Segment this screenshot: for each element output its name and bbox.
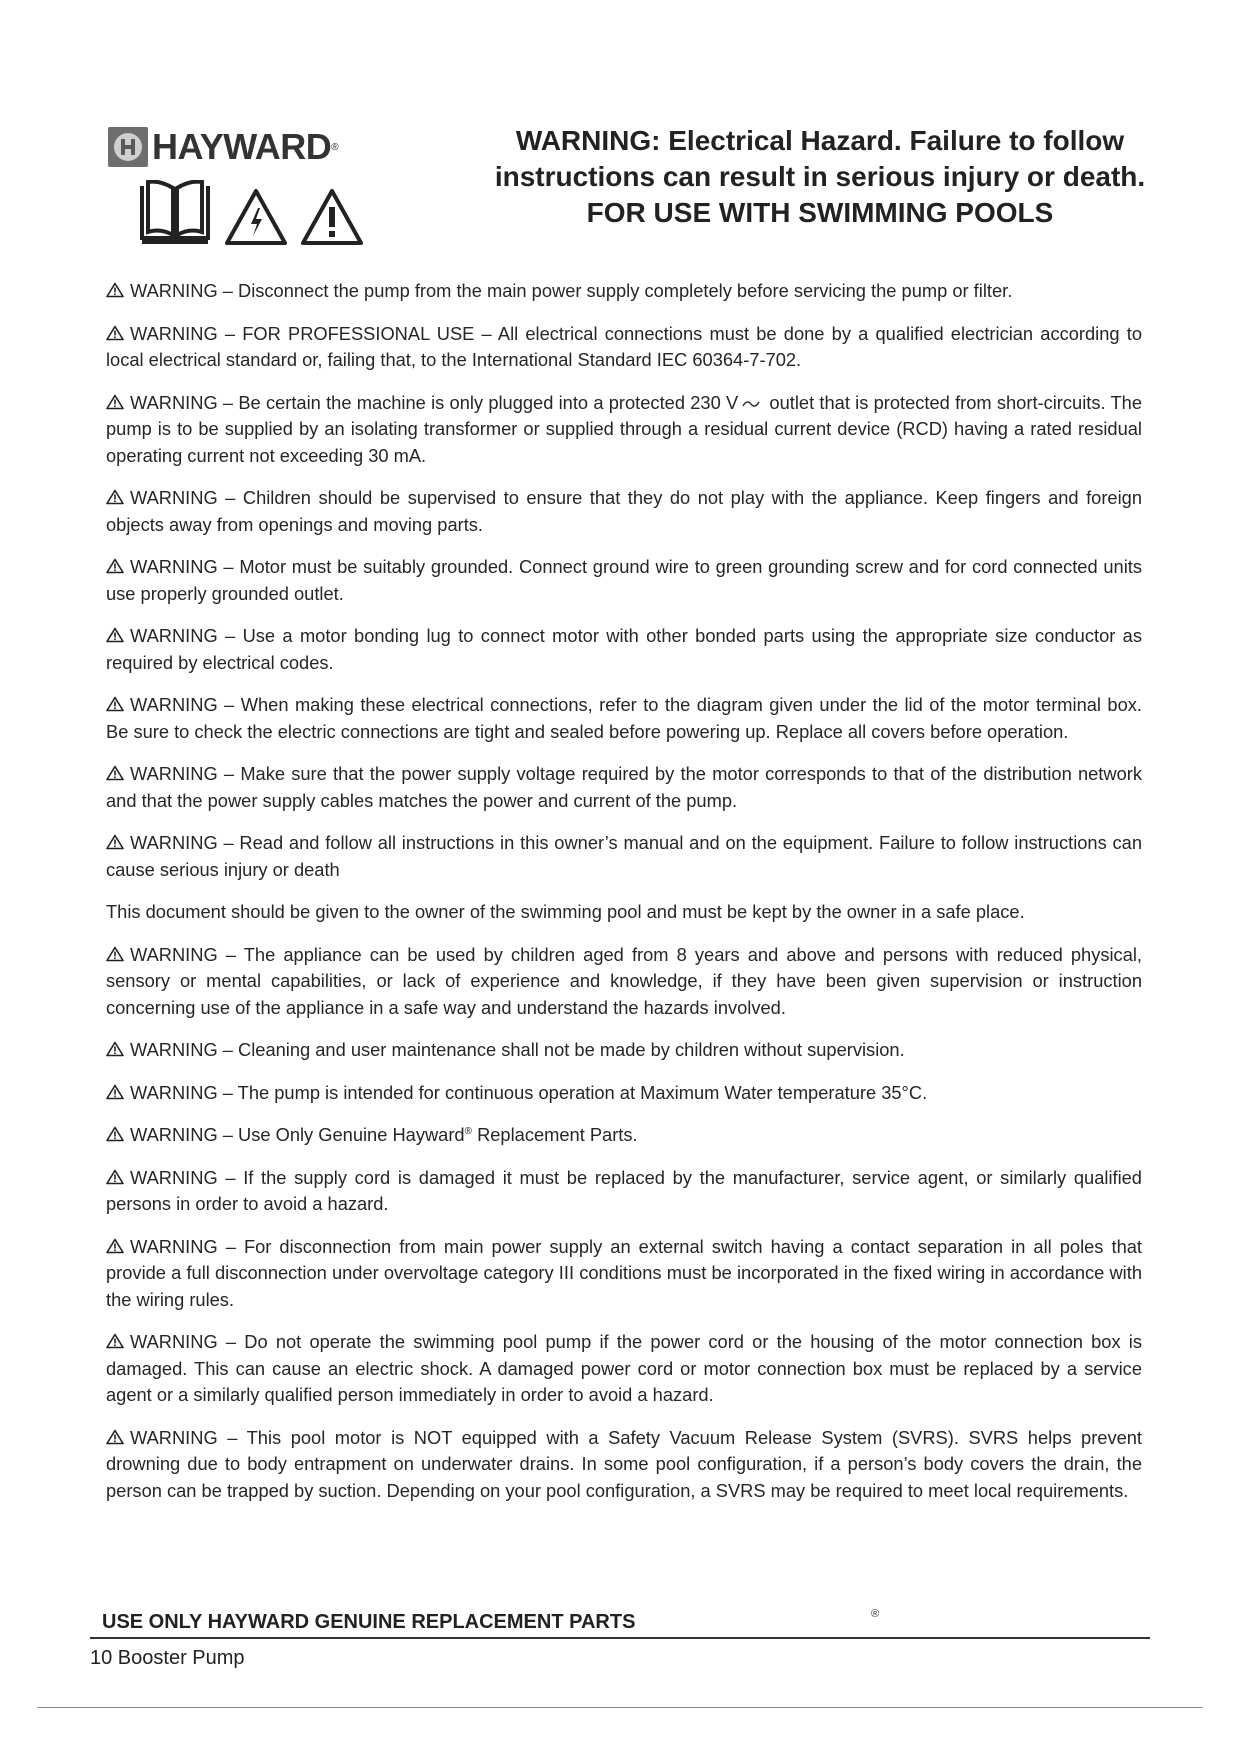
warning-text: Use a motor bonding lug to connect motor with other bonded parts using the appropriate size conductor as required by electrical codes. bbox=[106, 625, 1142, 673]
footer-reg-mark: ® bbox=[871, 1608, 880, 1620]
warning-triangle-icon bbox=[106, 765, 124, 781]
warning-prefix: WARNING – bbox=[130, 625, 243, 646]
page-label: 10 Booster Pump bbox=[90, 1647, 245, 1669]
warning-prefix: WARNING – bbox=[130, 391, 239, 413]
warning-prefix: WARNING – bbox=[130, 487, 243, 508]
warning-text: Disconnect the pump from the main power supply completely before servicing the pump or filter. bbox=[238, 280, 1013, 301]
warning-triangle-icon bbox=[106, 946, 124, 962]
warning-text: For disconnection from main power supply an external switch having a contact separation in all poles that provide a full disconnection under overvoltage category III conditions must be incorporated in the fixed wiring in accordance with the wiring rules. bbox=[106, 1235, 1142, 1310]
warning-text: The appliance can be used by children aged from 8 years and above and persons with reduced physical, sensory or mental capabilities, or lack of experience and knowledge, if they have been given supervision or instruction concerning use of the appliance in a safe way and understand the hazards involved. bbox=[106, 943, 1143, 1018]
warning-paragraph bbox=[106, 1080, 1142, 1107]
warning-paragraph bbox=[106, 554, 1142, 607]
header-line-3: FOR USE WITH SWIMMING POOLS bbox=[586, 197, 1054, 228]
electrical-hazard-icon bbox=[224, 188, 288, 251]
warning-triangle-icon bbox=[106, 282, 124, 298]
warning-prefix: WARNING – bbox=[130, 1331, 245, 1352]
warning-triangle-icon bbox=[106, 1041, 124, 1057]
warning-paragraph bbox=[106, 1122, 1142, 1149]
warning-paragraph bbox=[106, 321, 1142, 374]
warning-triangle-icon bbox=[106, 489, 124, 505]
header-line-1: WARNING: Electrical Hazard. Failure to follow bbox=[515, 125, 1125, 156]
warning-triangle-icon bbox=[106, 1333, 124, 1349]
warning-paragraph bbox=[106, 278, 1142, 305]
warning-text: Cleaning and user maintenance shall not be made by children without supervision. bbox=[238, 1039, 905, 1060]
warning-prefix: WARNING – bbox=[130, 1081, 238, 1103]
bottom-divider bbox=[37, 1707, 1203, 1708]
warning-triangle-icon bbox=[106, 325, 124, 341]
warning-prefix: WARNING – bbox=[130, 322, 243, 344]
warning-text: If the supply cord is damaged it must be replaced by the manufacturer, service agent, or similarly qualified persons in order to avoid a hazard. bbox=[106, 1166, 1142, 1214]
warning-triangle-icon bbox=[106, 1169, 124, 1185]
warning-prefix: WARNING – bbox=[130, 1124, 239, 1145]
warning-triangle-icon bbox=[106, 394, 124, 410]
warning-triangle-icon bbox=[106, 1126, 124, 1142]
ac-current-symbol-icon bbox=[742, 398, 760, 410]
info-text: This document should be given to the owner of the swimming pool and must be kept by the owner in a safe place. bbox=[106, 901, 1025, 922]
warning-text: Do not operate the swimming pool pump if the power cord or the housing of the motor connection box is damaged. This can cause an electric shock. A damaged power cord or motor connection box must be replaced by a service agent or a similarly qualified person immediately in order to avoid a hazard. bbox=[106, 1331, 1142, 1405]
brand-name: HAYWARD bbox=[152, 126, 332, 167]
warning-text: This pool motor is NOT equipped with a Safety Vacuum Release System (SVRS). SVRS helps prevent drowning due to body entrapment on underwater drains. In some pool configuration, if a person’s body covers the drain, the person can be trapped by suction. Depending on your pool configuration, a SVRS may be required to meet local requirements. bbox=[106, 1426, 1142, 1501]
warning-prefix: WARNING – bbox=[130, 763, 241, 784]
warning-prefix: WARNING – bbox=[130, 1235, 244, 1257]
warning-triangle-icon bbox=[106, 1238, 124, 1254]
warning-paragraph bbox=[106, 1425, 1142, 1505]
warning-text: Read and follow all instructions in this owner’s manual and on the equipment. Failure to follow instructions can cause serious injury or death bbox=[106, 832, 1142, 880]
warning-text: Children should be supervised to ensure that they do not play with the appliance. Keep fingers and foreign objects away from openings and moving parts. bbox=[106, 487, 1142, 535]
hayward-h-emblem-icon bbox=[108, 127, 148, 167]
warning-text-before: Be certain the machine is only plugged into a protected 230 V bbox=[238, 391, 739, 413]
warning-prefix: WARNING – bbox=[130, 1166, 244, 1188]
warning-triangle-icon bbox=[106, 834, 124, 850]
warning-text-before: Use Only Genuine Hayward bbox=[238, 1124, 465, 1145]
warning-paragraph bbox=[106, 761, 1142, 814]
warning-paragraph bbox=[106, 485, 1142, 538]
warning-paragraph bbox=[106, 692, 1142, 745]
warning-text: Make sure that the power supply voltage required by the motor corresponds to that of the distribution network and that the power supply cables matches the power and current of the pump. bbox=[106, 763, 1142, 811]
warning-prefix: WARNING – bbox=[130, 832, 240, 853]
registered-mark: ® bbox=[464, 1125, 472, 1137]
info-paragraph bbox=[106, 899, 1142, 926]
warning-triangle-icon bbox=[106, 1084, 124, 1100]
footer-divider bbox=[90, 1637, 1150, 1639]
warning-triangle-icon bbox=[106, 696, 124, 712]
warning-triangle-icon bbox=[106, 558, 124, 574]
warning-text: Motor must be suitably grounded. Connect ground wire to green grounding screw and for cord connected units use properly grounded outlet. bbox=[106, 556, 1142, 604]
header-line-2: instructions can result in serious injury or death. bbox=[494, 161, 1146, 192]
warning-prefix: WARNING – bbox=[130, 694, 241, 715]
warning-text-after: outlet that is protected from short-circuits. The pump is to be supplied by an isolating transformer or supplied through a residual current device (RCD) having a rated residual operating current not exceeding 30 mA. bbox=[106, 391, 1142, 466]
hazard-header bbox=[470, 123, 1170, 231]
manual-book-icon bbox=[138, 180, 212, 251]
warning-text: FOR PROFESSIONAL USE – All electrical connections must be done by a qualified electrician according to local electrical standard or, failing that, to the International Standard IEC 60364-7-702. bbox=[106, 322, 1142, 370]
warning-text: The pump is intended for continuous operation at Maximum Water temperature 35°C. bbox=[237, 1081, 928, 1103]
warning-triangle-icon bbox=[106, 1429, 124, 1445]
safety-pictograms bbox=[138, 180, 364, 251]
warning-prefix: WARNING – bbox=[130, 1426, 247, 1448]
warning-text-after: Replacement Parts. bbox=[471, 1124, 638, 1145]
warnings-list bbox=[106, 278, 1142, 1520]
hayward-logo bbox=[108, 126, 339, 168]
warning-triangle-icon bbox=[106, 627, 124, 643]
warning-paragraph bbox=[106, 942, 1142, 1022]
warning-paragraph bbox=[106, 623, 1142, 676]
warning-paragraph bbox=[106, 390, 1142, 470]
footer-title: USE ONLY HAYWARD GENUINE REPLACEMENT PARTS bbox=[102, 1611, 636, 1633]
warning-prefix: WARNING – bbox=[130, 280, 239, 301]
warning-prefix: WARNING – bbox=[130, 556, 240, 577]
warning-paragraph bbox=[106, 1329, 1142, 1409]
warning-text: When making these electrical connections, refer to the diagram given under the lid of the motor terminal box. Be sure to check the electric connections are tight and sealed before powering up. Replace all covers before operation. bbox=[106, 694, 1142, 742]
warning-paragraph bbox=[106, 1234, 1142, 1314]
warning-prefix: WARNING – bbox=[130, 943, 244, 965]
brand-reg-mark: ® bbox=[331, 141, 339, 153]
warning-paragraph bbox=[106, 830, 1142, 883]
warning-paragraph bbox=[106, 1037, 1142, 1064]
general-warning-icon bbox=[300, 188, 364, 251]
warning-paragraph bbox=[106, 1165, 1142, 1218]
warning-prefix: WARNING – bbox=[130, 1039, 239, 1060]
